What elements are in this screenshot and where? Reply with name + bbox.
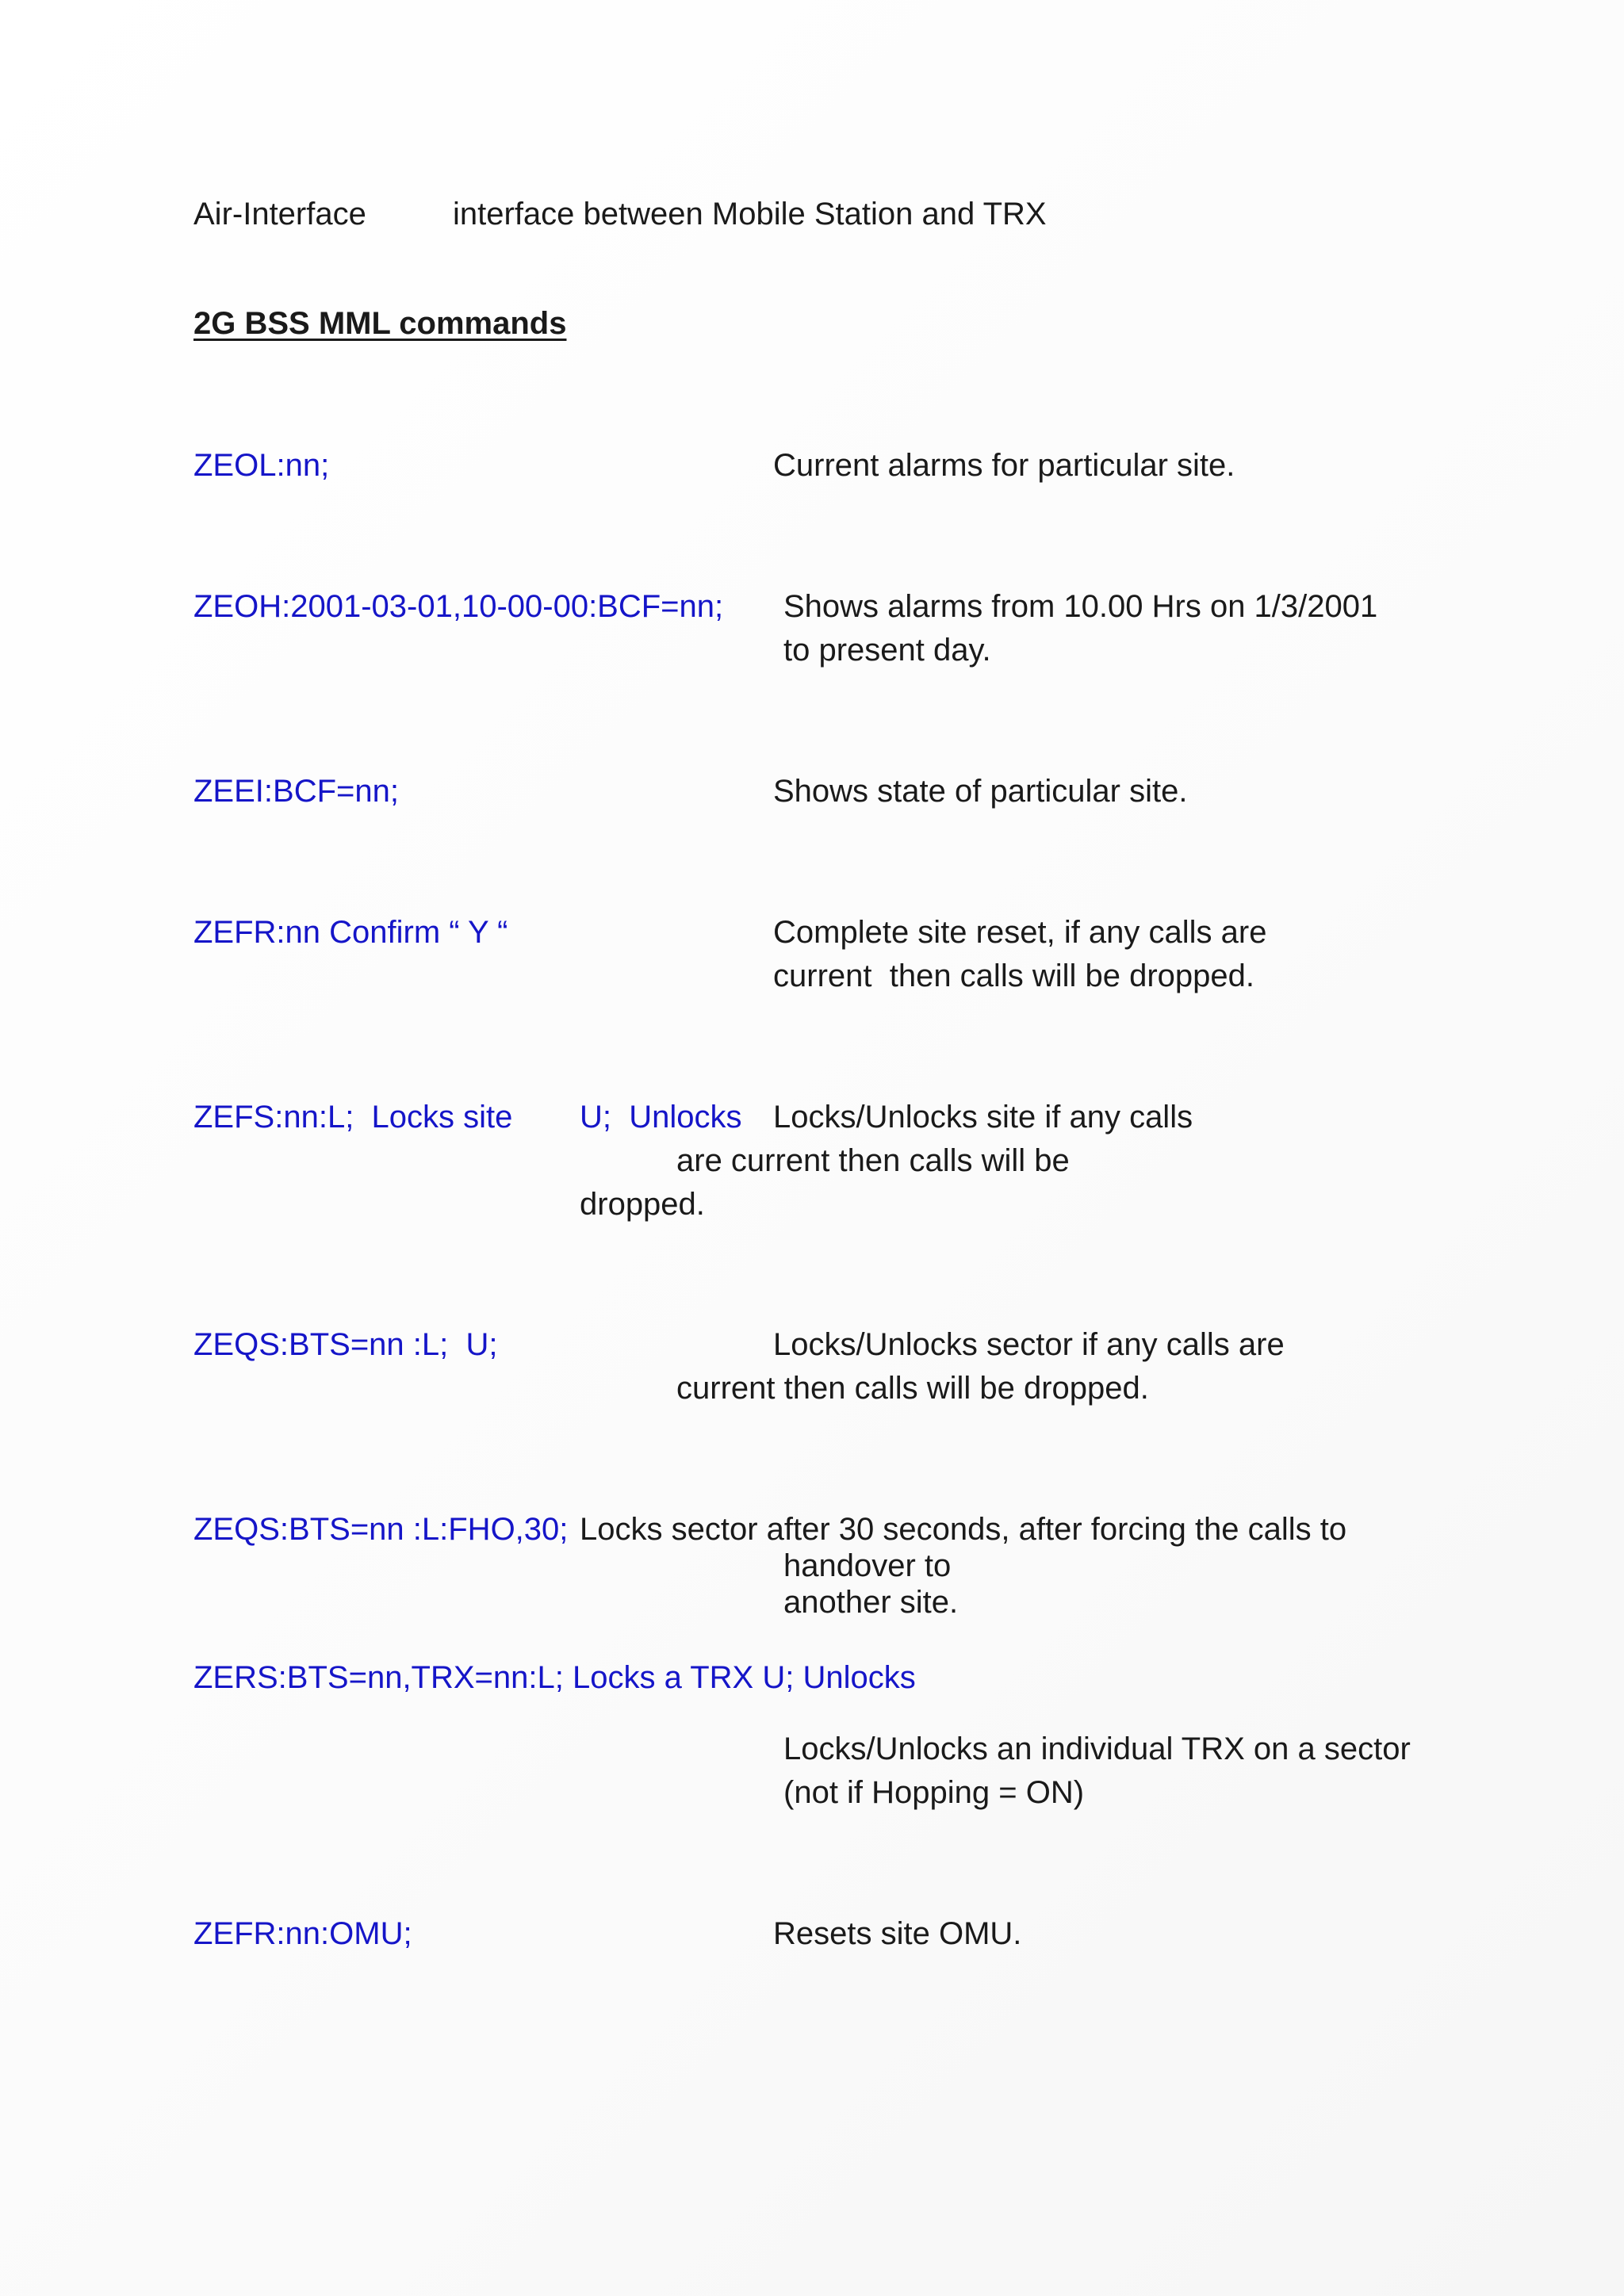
description-zefr-reset-line2: current then calls will be dropped. (773, 959, 1254, 993)
description-zefs-line3: dropped. (580, 1187, 705, 1222)
description-zeei: Shows state of particular site. (773, 774, 1188, 809)
intro-definition: interface between Mobile Station and TRX (453, 197, 1047, 232)
command-zeei: ZEEI:BCF=nn; (193, 774, 399, 809)
description-zeol: Current alarms for particular site. (773, 448, 1235, 483)
command-zefs: ZEFS:nn:L; Locks site (193, 1100, 513, 1135)
description-zefs-line1: Locks/Unlocks site if any calls (773, 1100, 1193, 1135)
description-zeqs-fho-line3: another site. (783, 1585, 959, 1620)
description-zeqs-fho-line1: Locks sector after 30 seconds, after forcing the calls to (580, 1512, 1347, 1547)
command-zefr-reset: ZEFR:nn Confirm “ Y “ (193, 915, 508, 950)
description-zefr-omu: Resets site OMU. (773, 1916, 1022, 1951)
command-zefr-omu: ZEFR:nn:OMU; (193, 1916, 412, 1951)
command-zeoh: ZEOH:2001-03-01,10-00-00:BCF=nn; (193, 589, 724, 624)
command-zeqs-fho: ZEQS:BTS=nn :L:FHO,30; (193, 1512, 569, 1547)
description-zers-line1: Locks/Unlocks an individual TRX on a sector (783, 1732, 1411, 1766)
command-zefs-unlock: U; Unlocks (580, 1100, 742, 1135)
description-zeoh-line1: Shows alarms from 10.00 Hrs on 1/3/2001 (783, 589, 1378, 624)
description-zeqs-line2: current then calls will be dropped. (676, 1371, 1149, 1406)
description-zeqs-line1: Locks/Unlocks sector if any calls are (773, 1327, 1285, 1362)
command-zeol: ZEOL:nn; (193, 448, 330, 483)
description-zers-line2: (not if Hopping = ON) (783, 1775, 1085, 1810)
section-heading: 2G BSS MML commands (193, 306, 567, 341)
description-zeoh-line2: to present day. (783, 633, 991, 668)
description-zefs-line2: are current then calls will be (676, 1143, 1070, 1178)
description-zefr-reset-line1: Complete site reset, if any calls are (773, 915, 1267, 950)
command-zeqs: ZEQS:BTS=nn :L; U; (193, 1327, 498, 1362)
intro-term: Air-Interface (193, 197, 366, 232)
command-zers: ZERS:BTS=nn,TRX=nn:L; Locks a TRX U; Unlocks (193, 1660, 916, 1695)
description-zeqs-fho-line2: handover to (783, 1548, 952, 1583)
